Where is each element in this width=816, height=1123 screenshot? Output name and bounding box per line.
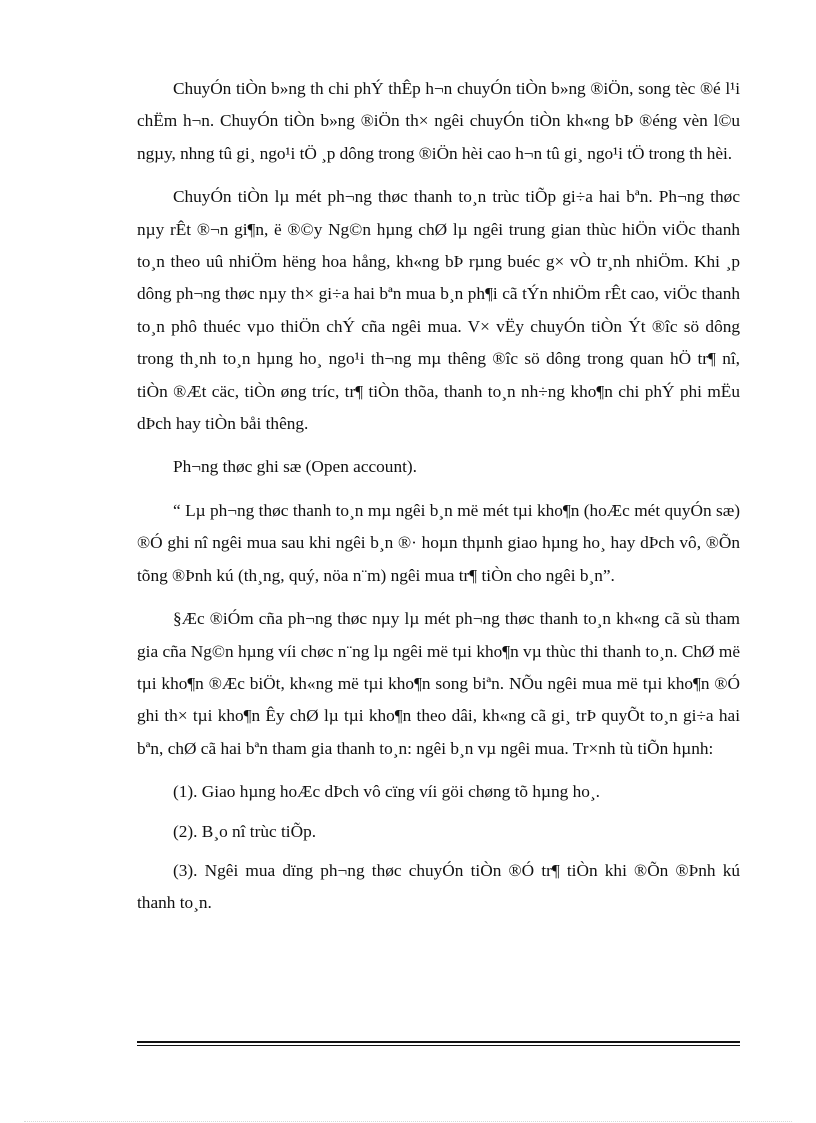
footer-rule-thick (137, 1041, 740, 1043)
paragraph-open-account-features: §Æc ®iÓm cña ph¬ng thøc nµy lµ mét ph¬ng thøc thanh to¸n kh«ng cã sù tham gia cña Ng©n hµng víi chøc n¨ng lµ ngêi më tµi kho¶n vµ thùc thi thanh to¸n. ChØ më tµi kho¶n ®Æc biÖt, kh«ng më tµi kho¶n song biªn. NÕu ngêi mua më tµi kho¶n ®Ó ghi th× tµi kho¶n Êy chØ lµ tµi kho¶n theo dâi, kh«ng cã gi¸ trÞ quyÕt to¸n gi÷a hai bªn, chØ cã hai bªn tham gia thanh to¸n: ngêi b¸n vµ ngêi mua. Tr×nh tù tiÕn hµnh: (137, 609, 740, 758)
footer-rule-thin (137, 1045, 740, 1046)
paragraph-transfer-method: ChuyÓn tiÒn lµ mét ph¬ng thøc thanh to¸n trùc tiÕp gi÷a hai bªn. Ph¬ng thøc nµy rÊt ®¬n gi¶n, ë ®©y Ng©n hµng chØ lµ ngêi trung gian thùc hiÖn viÖc thanh to¸n theo uû nhiÖm hëng hoa hång, kh«ng bÞ rµng buéc g× vÒ tr¸nh nhiÖm. Khi ¸p dông ph¬ng thøc nµy th× gi÷a hai bªn mua b¸n ph¶i cã tÝn nhiÖm rÊt cao, viÖc thanh to¸n phô thuéc vµo thiÖn chÝ cña ngêi mua. V× vËy chuyÓn tiÒn Ýt ®îc sö dông trong th¸nh to¸n hµng ho¸ ngo¹i th¬ng mµ thêng ®îc sö dông trong quan hÖ tr¶ nî, tiÒn ®Æt cäc, tiÒn øng tríc, tr¶ tiÒn thõa, thanh to¸n nh÷ng kho¶n chi phÝ phi mËu dÞch hay tiÒn båi thêng. (137, 187, 740, 434)
step-2: (2). B¸o nî trùc tiÕp. (173, 821, 317, 841)
paragraph-open-account-definition: “ Lµ ph¬ng thøc thanh to¸n mµ ngêi b¸n më mét tµi kho¶n (hoÆc mét quyÓn sæ) ®Ó ghi nî ngêi mua sau khi ngêi b¸n ®· hoµn thµnh giao hµng ho¸ hay dÞch vô, ®Õn tõng ®Þnh kú (th¸ng, quý, nöa n¨m) ngêi mua tr¶ tiÒn cho ngêi b¸n”. (137, 500, 740, 585)
footer-rule (137, 1041, 740, 1046)
step-1: (1). Giao hµng hoÆc dÞch vô cïng víi göi chøng tõ hµng ho¸. (173, 782, 600, 802)
document-body (137, 73, 740, 927)
step-3: (3). Ngêi mua dïng ph¬ng thøc chuyÓn tiÒn ®Ó tr¶ tiÒn khi ®Õn ®Þnh kú thanh to¸n. (137, 860, 740, 913)
paragraph-open-account-heading: Ph¬ng thøc ghi sæ (Open account). (173, 457, 417, 477)
paragraph-transfer-comparison: ChuyÓn tiÒn b»ng th chi phÝ thÊp h¬n chuyÓn tiÒn b»ng ®iÖn, song tèc ®é l¹i chËm h¬n. ChuyÓn tiÒn b»ng ®iÖn th× ngêi chuyÓn tiÒn kh«ng bÞ ®éng vèn l©u ngµy, nhng tû gi¸ ngo¹i tÖ ¸p dông trong ®iÖn hèi cao h¬n tû gi¸ ngo¹i tÖ trong th hèi. (137, 79, 740, 163)
page-edge-divider (24, 1121, 792, 1122)
